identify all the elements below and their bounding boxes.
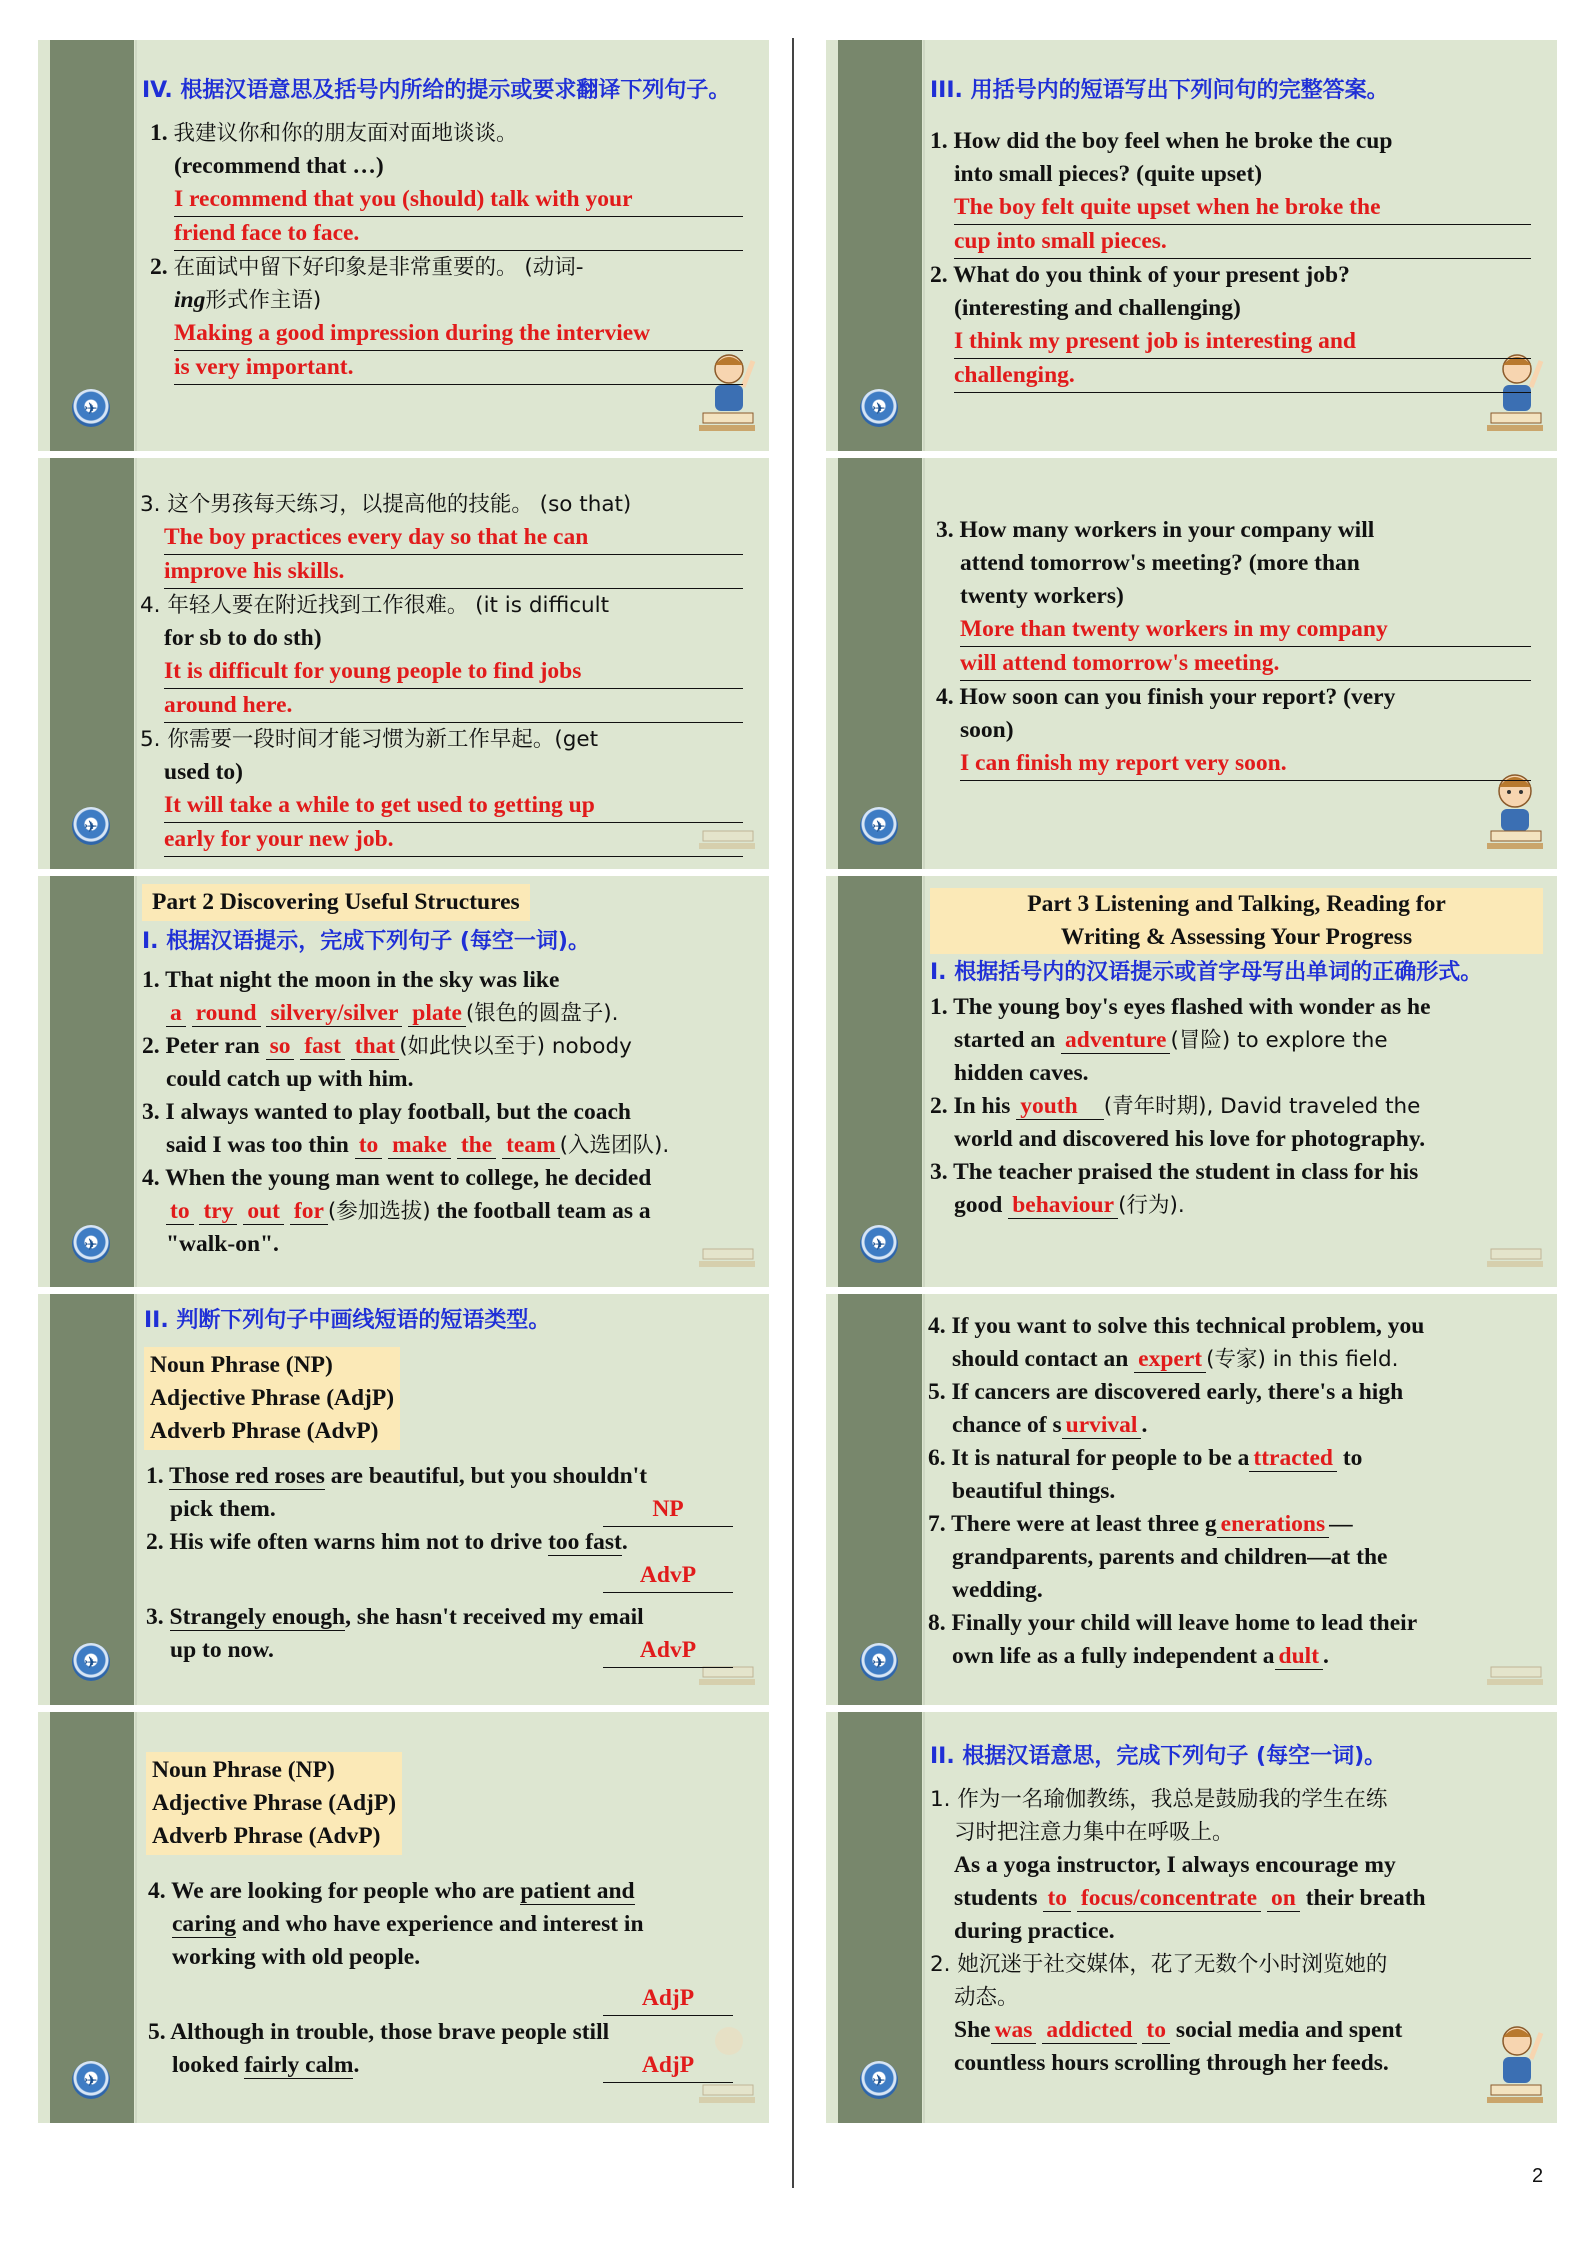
question-text: twenty workers) [960, 583, 1124, 609]
answer-line: friend face to face. [174, 217, 743, 251]
question-text: and who have experience and interest in [241, 1911, 644, 1937]
answer-blank: youth [1016, 1093, 1103, 1120]
section-heading: III. 用括号内的短语写出下列问句的完整答案。 [930, 78, 1389, 103]
legend-item: Adjective Phrase (AdjP) [150, 1385, 395, 1411]
question-text: 2. His wife often warns him not to drive [146, 1529, 543, 1555]
question-text: attend tomorrow's meeting? (more than [960, 550, 1360, 576]
slide-phrase-types-2 [38, 1712, 769, 2123]
slide-complete-answers-2 [826, 458, 1557, 869]
question-text: 7. There were at least three g [928, 1511, 1217, 1537]
question-text: should contact an [952, 1346, 1129, 1372]
slide-translation-1 [38, 40, 769, 451]
answer-blank: fast [300, 1033, 345, 1060]
question-text: 动态。 [954, 1985, 1019, 2010]
page-number: 2 [1532, 2165, 1544, 2187]
question-text: hidden caves. [954, 1060, 1089, 1086]
answer-line: It is difficult for young people to find jobs [164, 655, 743, 689]
answer-line: around here. [164, 689, 743, 723]
answer-blank: round [192, 1000, 261, 1027]
answer-line: is very important. [174, 351, 743, 385]
question-text: 4. When the young man went to college, he decided [142, 1165, 652, 1191]
answer-blank: adventure [1061, 1027, 1170, 1054]
answer-blank: behaviour [1008, 1192, 1118, 1219]
question-text: 4. How soon can you finish your report? (very [936, 684, 1396, 710]
question-hint: (入选团队). [559, 1133, 670, 1158]
answer-line: More than twenty workers in my company [960, 613, 1531, 647]
question-text: students [954, 1885, 1038, 1911]
question-text: are beautiful, but you shouldn't [330, 1463, 648, 1489]
question-text: 习时把注意力集中在呼吸上。 [954, 1820, 1234, 1845]
school-logo-icon: ✈ [860, 389, 898, 427]
question-text: looked [172, 2052, 239, 2078]
question-text: 3. The teacher praised the student in class for his [930, 1159, 1419, 1185]
answer-line: I think my present job is interesting and [954, 325, 1531, 359]
answer-line: Making a good impression during the interview [174, 317, 743, 351]
question-text: 我建议你和你的朋友面对面地谈谈。 [173, 121, 518, 146]
section-heading: I. 根据汉语提示，完成下列句子 (每空一词)。 [142, 929, 590, 954]
school-logo-icon: ✈ [860, 1643, 898, 1681]
question-number: 3. [146, 1604, 164, 1630]
answer-line: The boy felt quite upset when he broke the [954, 191, 1531, 225]
part-title-line: Part 3 Listening and Talking, Reading for [1027, 891, 1446, 917]
answer-blank: out [243, 1198, 284, 1225]
question-text: the football team as a [436, 1198, 651, 1224]
question-hint: (青年时期), David traveled the [1103, 1094, 1421, 1119]
question-text: 4. If you want to solve this technical problem, you [928, 1313, 1425, 1339]
underlined-phrase: Those red roses [169, 1463, 325, 1489]
school-logo-icon: ✈ [72, 389, 110, 427]
question-hint: (如此快以至于) nobody [399, 1034, 632, 1059]
question-text: social media and spent [1175, 2017, 1403, 2043]
slide-word-forms-2 [826, 1294, 1557, 1705]
answer-line: It will take a while to get used to getting up [164, 789, 743, 823]
answer-blank: to [355, 1132, 383, 1159]
school-logo-icon: ✈ [860, 1225, 898, 1263]
phrase-legend [146, 1752, 402, 1855]
answer-line: will attend tomorrow's meeting. [960, 647, 1531, 681]
answer-blank: for [290, 1198, 328, 1225]
answer-line: challenging. [954, 359, 1531, 393]
answer-blank: ttracted [1249, 1445, 1337, 1472]
slide-word-forms-1 [826, 876, 1557, 1287]
question-text: 4. 年轻人要在附近找到工作很难。 (it is difficult [140, 593, 610, 618]
part-title-line: Writing & Assessing Your Progress [1060, 924, 1413, 950]
question-text: grandparents, parents and children—at the [952, 1544, 1388, 1570]
question-text: during practice. [954, 1918, 1115, 1944]
question-text: , she hasn't received my email [345, 1604, 644, 1630]
answer-blank: that [351, 1033, 399, 1060]
question-hint: (冒险) to explore the [1170, 1028, 1388, 1053]
question-hint: (银色的圆盘子). [465, 1001, 619, 1026]
punctuation: . [1323, 1643, 1329, 1669]
answer-line: early for your new job. [164, 823, 743, 857]
question-text: to [1342, 1445, 1363, 1471]
question-text: into small pieces? (quite upset) [954, 161, 1263, 187]
answer-blank: on [1267, 1885, 1300, 1912]
underlined-phrase: Strangely enough [169, 1604, 346, 1630]
question-text: chance of s [952, 1412, 1062, 1438]
punctuation: . [353, 2052, 360, 2078]
answer-line: cup into small pieces. [954, 225, 1531, 259]
legend-item: Adjective Phrase (AdjP) [152, 1790, 397, 1816]
question-hint: ing [174, 287, 206, 313]
question-text: beautiful things. [952, 1478, 1116, 1504]
question-text: 5. Although in trouble, those brave people still [148, 2019, 610, 2045]
question-text: 2. Peter ran [142, 1033, 260, 1059]
question-text: could catch up with him. [166, 1066, 414, 1092]
question-text: 2. What do you think of your present job? [930, 262, 1350, 288]
question-text: "walk-on". [166, 1231, 279, 1257]
answer-blank: try [199, 1198, 237, 1225]
question-text: (interesting and challenging) [954, 295, 1241, 321]
punctuation: . [1141, 1412, 1148, 1438]
section-heading: II. 判断下列句子中画线短语的短语类型。 [144, 1308, 551, 1333]
question-text: working with old people. [172, 1944, 421, 1970]
question-text: countless hours scrolling through her feeds. [954, 2050, 1389, 2076]
phrase-legend [144, 1347, 400, 1450]
slide-complete-sentences [826, 1712, 1557, 2123]
answer-line: I can finish my report very soon. [960, 747, 1531, 781]
question-hint: (recommend that …) [174, 153, 384, 179]
answer-blank: enerations [1217, 1511, 1329, 1538]
underlined-phrase: too fast [548, 1529, 622, 1555]
school-logo-icon: ✈ [860, 2061, 898, 2099]
legend-item: Adverb Phrase (AdvP) [150, 1418, 379, 1444]
question-text: 3. How many workers in your company will [936, 517, 1375, 543]
underlined-phrase: fairly calm [244, 2052, 354, 2078]
answer-blank: NP [603, 1493, 733, 1527]
part-title: Part 2 Discovering Useful Structures [142, 884, 530, 921]
answer-blank: dult [1275, 1643, 1324, 1670]
punctuation: . [621, 1529, 628, 1555]
underlined-phrase: patient and [520, 1878, 635, 1904]
question-text: own life as a fully independent a [952, 1643, 1275, 1669]
answer-blank: AdjP [603, 2049, 733, 2083]
question-number: 1. [150, 120, 168, 146]
answer-line: improve his skills. [164, 555, 743, 589]
answer-blank: plate [408, 1000, 466, 1027]
school-logo-icon: ✈ [860, 807, 898, 845]
answer-blank: the [457, 1132, 496, 1159]
question-text: 3. I always wanted to play football, but the coach [142, 1099, 631, 1125]
question-text: 1. The young boy's eyes flashed with wonder as he [930, 994, 1431, 1020]
answer-blank: expert [1134, 1346, 1206, 1373]
question-text: 3. 这个男孩每天练习，以提高他的技能。 (so that) [140, 492, 632, 517]
question-text: 在面试中留下好印象是非常重要的。 (动词- [173, 255, 584, 280]
question-text: 2. 她沉迷于社交媒体，花了无数个小时浏览她的 [930, 1952, 1388, 1977]
section-heading: II. 根据汉语意思，完成下列句子 (每空一词)。 [930, 1744, 1387, 1769]
question-hint: (行为). [1118, 1193, 1185, 1218]
answer-blank: urvival [1062, 1412, 1142, 1439]
question-text: As a yoga instructor, I always encourage my [954, 1852, 1396, 1878]
answer-blank: to [1142, 2017, 1170, 2044]
question-text: started an [954, 1027, 1056, 1053]
answer-blank: to [1043, 1885, 1071, 1912]
answer-blank: addicted [1042, 2017, 1136, 2044]
slide-complete-answers-1 [826, 40, 1557, 451]
question-text: 1. How did the boy feel when he broke the cup [930, 128, 1393, 154]
legend-item: Noun Phrase (NP) [150, 1352, 333, 1378]
answer-line: I recommend that you (should) talk with your [174, 183, 743, 217]
question-hint: for sb to do sth) [164, 625, 322, 651]
question-text: 4. We are looking for people who are [148, 1878, 515, 1904]
answer-blank: team [502, 1132, 560, 1159]
section-heading: IV. 根据汉语意思及括号内所给的提示或要求翻译下列句子。 [142, 78, 731, 103]
question-text: She [954, 2017, 991, 2043]
answer-blank: AdvP [603, 1559, 733, 1593]
question-hint: (专家) in this field. [1206, 1347, 1399, 1372]
center-divider [792, 38, 794, 2188]
question-text: 6. It is natural for people to be a [928, 1445, 1250, 1471]
answer-blank: make [388, 1132, 451, 1159]
part-title [930, 888, 1543, 954]
answer-blank: AdjP [603, 1982, 733, 2016]
question-text: their breath [1305, 1885, 1426, 1911]
slide-translation-2 [38, 458, 769, 869]
school-logo-icon: ✈ [72, 807, 110, 845]
answer-blank: was [991, 2017, 1037, 2044]
question-text: pick them. [170, 1496, 276, 1522]
school-logo-icon: ✈ [72, 2061, 110, 2099]
question-text: 1. That night the moon in the sky was like [142, 967, 560, 993]
question-hint: 形式作主语) [205, 288, 322, 313]
answer-line: The boy practices every day so that he can [164, 521, 743, 555]
question-text: 2. In his [930, 1093, 1011, 1119]
underlined-phrase: caring [172, 1911, 236, 1937]
question-text: wedding. [952, 1577, 1043, 1603]
question-text: 5. 你需要一段时间才能习惯为新工作早起。(get [140, 727, 599, 752]
question-text: 1. 作为一名瑜伽教练，我总是鼓励我的学生在练 [930, 1787, 1388, 1812]
question-number: 1. [146, 1463, 164, 1489]
question-text: soon) [960, 717, 1014, 743]
answer-blank: to [166, 1198, 194, 1225]
section-heading: I. 根据括号内的汉语提示或首字母写出单词的正确形式。 [930, 960, 1483, 985]
question-text: 5. If cancers are discovered early, there's a high [928, 1379, 1404, 1405]
school-logo-icon: ✈ [72, 1225, 110, 1263]
school-logo-icon: ✈ [72, 1643, 110, 1681]
question-text: good [954, 1192, 1003, 1218]
answer-blank: focus/concentrate [1077, 1885, 1261, 1912]
question-text: up to now. [170, 1637, 274, 1663]
question-hint: used to) [164, 759, 243, 785]
answer-blank: a [166, 1000, 186, 1027]
question-text: 8. Finally your child will leave home to lead their [928, 1610, 1418, 1636]
question-text: world and discovered his love for photography. [954, 1126, 1426, 1152]
answer-blank: so [266, 1033, 295, 1060]
answer-blank: AdvP [603, 1634, 733, 1668]
question-text: said I was too thin [166, 1132, 349, 1158]
legend-item: Adverb Phrase (AdvP) [152, 1823, 381, 1849]
slide-useful-structures [38, 876, 769, 1287]
question-number: 2. [150, 254, 168, 280]
legend-item: Noun Phrase (NP) [152, 1757, 335, 1783]
slide-phrase-types-1 [38, 1294, 769, 1705]
answer-blank: silvery/silver [266, 1000, 402, 1027]
question-hint: (参加选拔) [327, 1199, 431, 1224]
question-text: — [1329, 1511, 1353, 1537]
